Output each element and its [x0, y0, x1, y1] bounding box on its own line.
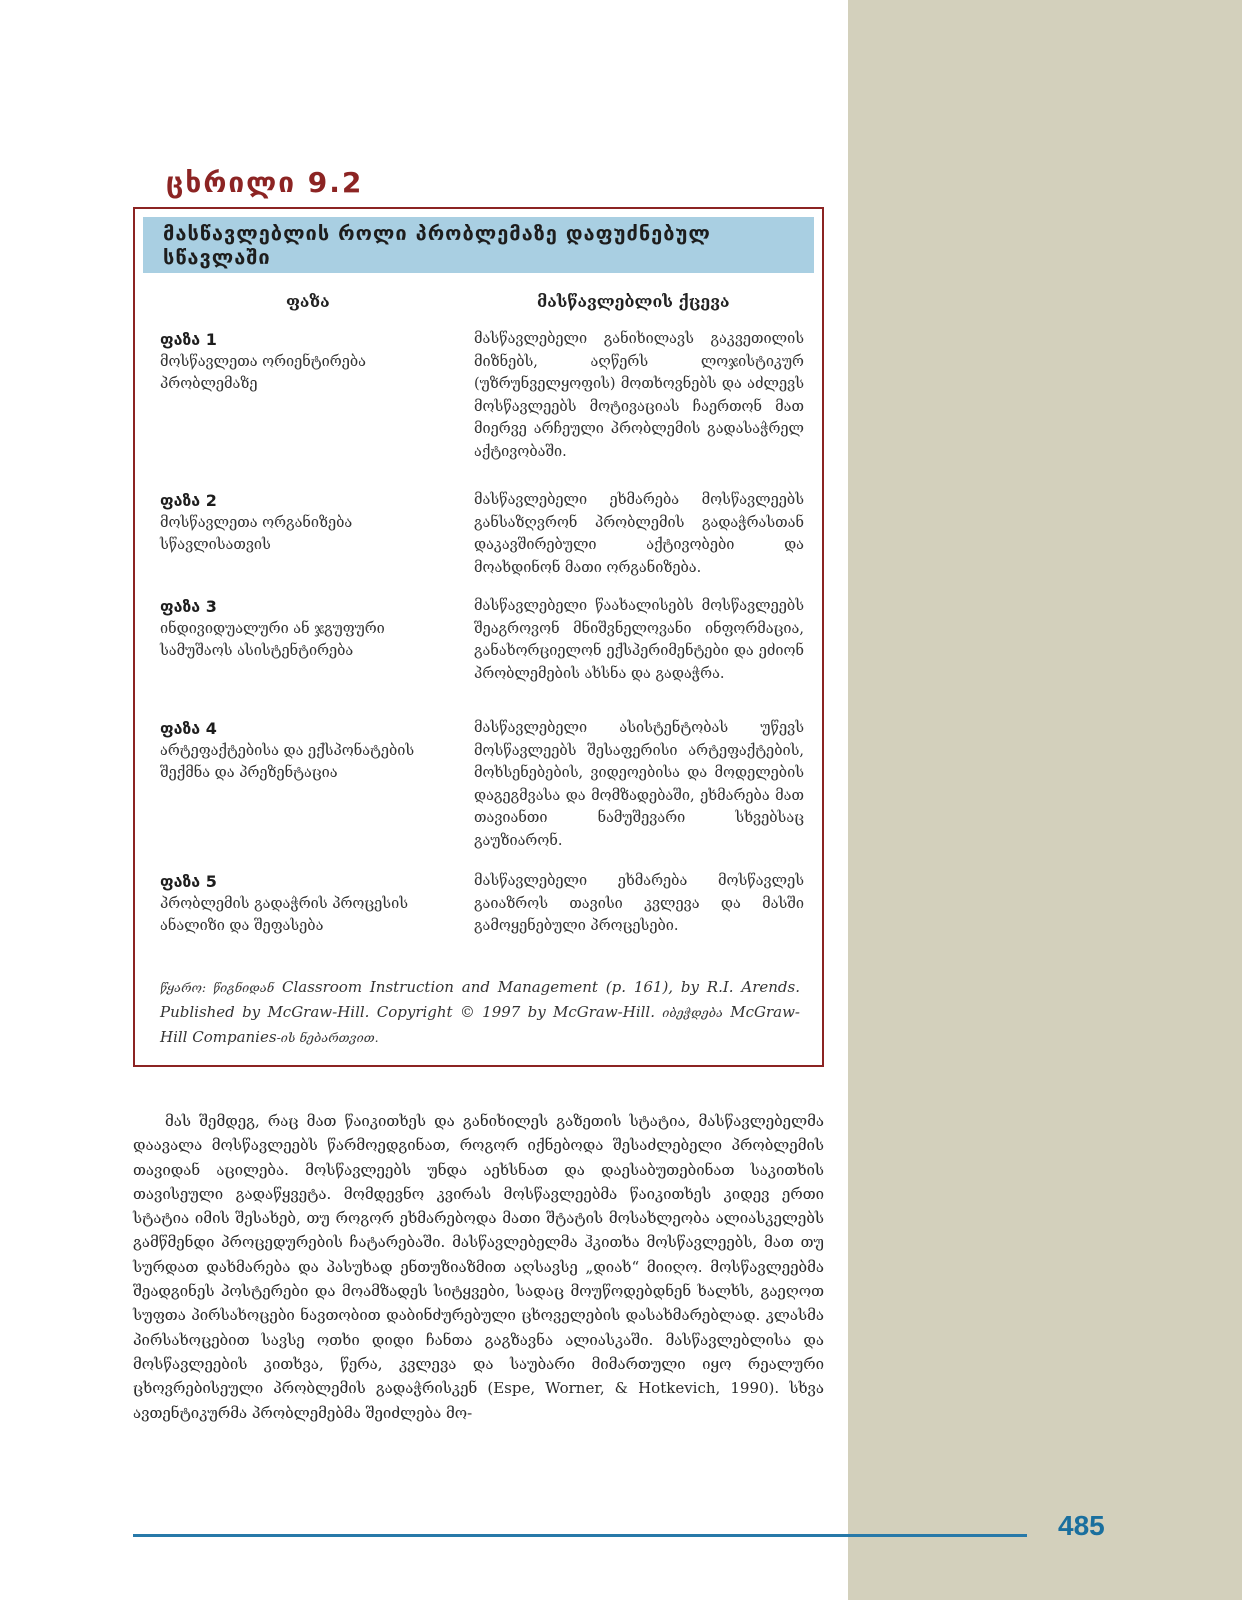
source-suffix: -ის ნებართვით.	[276, 1030, 379, 1045]
page-number: 485	[1058, 1510, 1105, 1541]
source-mid: იბეჭდება	[662, 1005, 723, 1020]
phase-name: ფაზა 1	[160, 330, 217, 349]
teacher-behavior-cell: მასწავლებელი ეხმარება მოსწავლეს გაიაზროს თავისი კვლევა და მასში გამოყენებული პროცესები.	[474, 873, 804, 934]
teacher-behavior-cell: მასწავლებელი ასისტენტობას უწევს მოსწავლეებს შესაფერისი არტეფაქტების, მოხსენებების, ვიდეოებისა და მოდელების დაგეგმვასა და მომზადებაში, ეხმარება მათ თავიანთი ნამუშევარი სხვებსაც გაუზიარონ.	[474, 720, 804, 849]
teacher-behavior-cell: მასწავლებელი განიხილავს გაკვეთილის მიზნებს, აღწერს ლოჯისტიკურ (უზრუნველყოფის) მოთხოვნებს და აძლევს მოსწავლეებს მოტივაციას ჩაერთონ მათ მიერვე არჩეული პრობლემის გადასაჭრელ აქტივობაში.	[474, 331, 804, 460]
phase-name: ფაზა 5	[160, 872, 217, 891]
phase-cell	[160, 595, 460, 662]
table-source-note	[160, 975, 800, 1050]
phase-name: ფაზა 2	[160, 491, 217, 510]
phase-name: ფაზა 3	[160, 597, 217, 616]
phase-cell	[160, 328, 460, 395]
column-header-phase: ფაზა	[286, 292, 330, 311]
source-publisher: McGraw-Hill Companies	[160, 1003, 800, 1046]
phase-description: ინდივიდუალური ან ჯგუფური სამუშაოს ასისტენტირება	[160, 621, 385, 659]
phase-cell	[160, 717, 460, 784]
source-citation: Classroom Instruction and Management (p. 161), by R.I. Arends. Published by McGraw-Hill. Copyright © 1997 by McGraw-Hill.	[160, 978, 800, 1021]
footer-rule	[133, 1534, 1027, 1537]
source-prefix: წყარო: წიგნიდან	[160, 980, 275, 995]
body-paragraph: მას შემდეგ, რაც მათ წაიკითხეს და განიხილეს გაზეთის სტატია, მასწავლებელმა დაავალა მოსწავლეებს წარმოედგინათ, როგორ იქნებოდა შესაძლებელი პრობლემის თავიდან აცილება. მოსწავლეებს უნდა აეხსნათ და დაესაბუთებინათ საკითხის თავისეული გადაწყვეტა. მომდევნო კვირას მოსწავლეებმა წაიკითხეს კიდევ ერთი სტატია იმის შესახებ, თუ როგორ ეხმარებოდა მათი შტატის მოსახლეობა ალიასკელებს გამწმენდი პროცედურების ჩატარებაში. მასწავლებელმა ჰკითხა მოსწავლეებს, მათ თუ სურდათ დახმარება და პასუხად ენთუზიაზმით აღსავსე „დიახ“ მიიღო. მოსწავლეებმა შეადგინეს პოსტერები და მოამზადეს სიტყვები, სადაც მოუწოდებდნენ ხალხს, გაეღოთ სუფთა პირსახოცები ნავთობით დაბინძურებული ცხოველების დასახმარებლად. კლასმა პირსახოცებით სავსე ოთხი დიდი ჩანთა გაგზავნა ალიასკაში. მასწავლებლისა და მოსწავლეების კითხვა, წერა, კვლევა და საუბარი მიმართული იყო რეალური ცხოვრებისეული პრობლემის გადაჭრისკენ (Espe, Worner, & Hotkevich, 1990). სხვა ავთენტიკურმა პრობლემებმა შეიძლება მო-	[133, 1112, 824, 1422]
phase-cell	[160, 870, 460, 937]
phase-cell	[160, 489, 460, 556]
table-caption: ცხრილი 9.2	[166, 166, 364, 199]
teacher-behavior-cell: მასწავლებელი წაახალისებს მოსწავლეებს შეაგროვონ მნიშვნელოვანი ინფორმაცია, განახორციელონ ექსპერიმენტები და ეძიონ პრობლემების ახსნა და გადაჭრა.	[474, 598, 804, 682]
phase-description: არტეფაქტებისა და ექსპონატების შექმნა და პრეზენტაცია	[160, 743, 415, 781]
side-margin-band	[848, 0, 1242, 1600]
table-title: მასწავლებლის როლი პრობლემაზე დაფუძნებულ სწავლაში	[143, 217, 814, 273]
phase-name: ფაზა 4	[160, 719, 217, 738]
phase-description: მოსწავლეთა ორგანიზება სწავლისათვის	[160, 515, 353, 553]
column-header-teacher-behavior: მასწავლებლის ქცევა	[537, 292, 730, 311]
phase-description: პრობლემის გადაჭრის პროცესის ანალიზი და შეფასება	[160, 896, 409, 934]
phase-description: მოსწავლეთა ორიენტირება პრობლემაზე	[160, 354, 366, 392]
teacher-behavior-cell: მასწავლებელი ეხმარება მოსწავლეებს განსაზღვრონ პრობლემის გადაჭრასთან დაკავშირებული აქტივობები და მოახდინონ მათი ორგანიზება.	[474, 492, 804, 576]
